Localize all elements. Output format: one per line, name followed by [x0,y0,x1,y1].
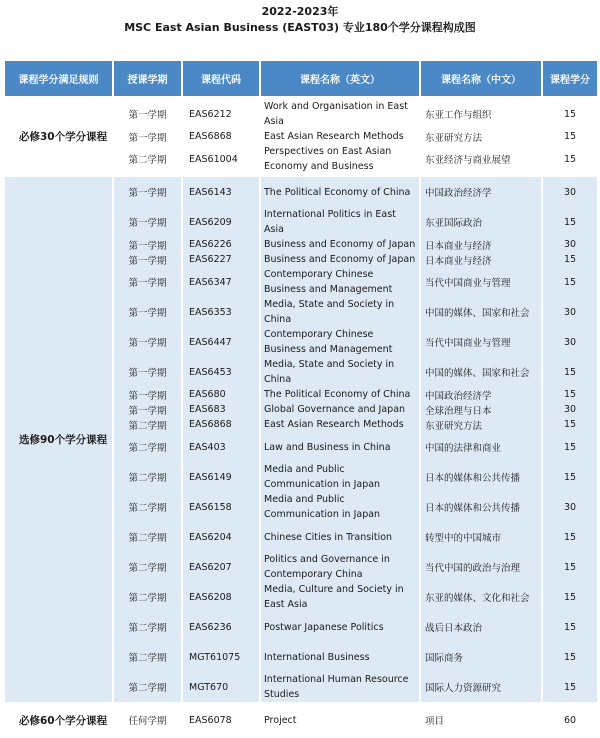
code-cell: EAS6149 [183,462,259,492]
code-cell: EAS6158 [183,492,259,522]
code-cell: EAS683 [183,402,259,417]
course-table [3,61,599,738]
credits-cell: 15 [543,144,597,174]
credits-cell: 15 [543,252,597,267]
semester-cell: 第一学期 [114,177,181,207]
rule-label: 必修60个学分课程 [5,702,112,738]
code-cell: EAS6226 [183,237,259,252]
code-cell: EAS6143 [183,177,259,207]
name-cn-cell: 东亚国际政治 [421,207,541,237]
credits-cell: 15 [543,207,597,237]
header-rule: 课程学分满足规则 [5,61,112,96]
name-cn-cell: 东亚研究方法 [421,129,541,144]
name-en-cell: Business and Economy of Japan [261,237,419,252]
code-cell: EAS6453 [183,357,259,387]
name-en-cell: Law and Business in China [261,432,419,462]
name-en-cell: Contemporary Chinese Business and Management [261,327,419,357]
name-cn-cell: 东亚经济与商业展望 [421,144,541,174]
name-en-cell: Media and Public Communication in Japan [261,462,419,492]
code-cell: EAS680 [183,387,259,402]
semester-cell: 第二学期 [114,492,181,522]
semester-cell: 第一学期 [114,387,181,402]
header-name-en: 课程名称（英文） [261,61,419,96]
name-en-cell: Perspectives on East Asian Economy and Business [261,144,419,174]
name-cn-cell: 当代中国商业与管理 [421,267,541,297]
code-cell: EAS6353 [183,297,259,327]
code-cell: EAS6208 [183,582,259,612]
name-cn-cell: 全球治理与日本 [421,402,541,417]
credits-cell: 15 [543,129,597,144]
name-cn-cell: 中国的媒体、国家和社会 [421,297,541,327]
name-cn-cell: 当代中国商业与管理 [421,327,541,357]
name-en-cell: Project [261,702,419,738]
name-en-cell: The Political Economy of China [261,387,419,402]
name-cn-cell: 中国的法律和商业 [421,432,541,462]
header-semester: 授课学期 [114,61,181,96]
semester-cell: 第二学期 [114,144,181,174]
name-en-cell: Media, State and Society in China [261,357,419,387]
credits-cell: 15 [543,522,597,552]
name-cn-cell: 中国政治经济学 [421,177,541,207]
semester-cell: 第一学期 [114,327,181,357]
code-cell: EAS6212 [183,99,259,129]
code-cell: MGT670 [183,672,259,702]
credits-cell: 60 [543,702,597,738]
header-credits: 课程学分 [543,61,597,96]
semester-cell: 第一学期 [114,129,181,144]
table-row [5,177,597,207]
code-cell: EAS6347 [183,267,259,297]
semester-cell: 第一学期 [114,357,181,387]
name-en-cell: Politics and Governance in Contemporary China [261,552,419,582]
title-year: 2022-2023年 [261,5,339,18]
semester-cell: 第一学期 [114,252,181,267]
credits-cell: 15 [543,672,597,702]
semester-cell: 第二学期 [114,522,181,552]
rule-label: 必修30个学分课程 [5,99,112,174]
semester-cell: 第一学期 [114,267,181,297]
semester-cell: 第二学期 [114,417,181,432]
credits-cell: 15 [543,582,597,612]
header-name-cn: 课程名称（中文） [421,61,541,96]
name-cn-cell: 国际商务 [421,642,541,672]
name-en-cell: East Asian Research Methods [261,417,419,432]
semester-cell: 第一学期 [114,402,181,417]
name-en-cell: Work and Organisation in East Asia [261,99,419,129]
credits-cell: 30 [543,327,597,357]
code-cell: EAS61004 [183,144,259,174]
name-cn-cell: 日本的媒体和公共传播 [421,492,541,522]
credits-cell: 15 [543,432,597,462]
rule-label: 选修90个学分课程 [5,177,112,702]
credits-cell: 15 [543,642,597,672]
name-cn-cell: 中国政治经济学 [421,387,541,402]
code-cell: EAS6209 [183,207,259,237]
code-cell: EAS6207 [183,552,259,582]
semester-cell: 第二学期 [114,642,181,672]
code-cell: EAS6236 [183,612,259,642]
name-en-cell: Postwar Japanese Politics [261,612,419,642]
table-row [5,99,597,129]
name-cn-cell: 日本的媒体和公共传播 [421,462,541,492]
name-cn-cell: 国际人力资源研究 [421,672,541,702]
semester-cell: 任何学期 [114,702,181,738]
title-program: MSC East Asian Business (EAST03) 专业180个学分课程构成图 [124,21,476,34]
semester-cell: 第二学期 [114,582,181,612]
code-cell: EAS6204 [183,522,259,552]
credits-cell: 30 [543,177,597,207]
credits-cell: 15 [543,552,597,582]
code-cell: EAS6868 [183,129,259,144]
code-cell: EAS403 [183,432,259,462]
semester-cell: 第二学期 [114,612,181,642]
semester-cell: 第二学期 [114,552,181,582]
name-cn-cell: 东亚工作与组织 [421,99,541,129]
credits-cell: 30 [543,492,597,522]
title-block [0,0,600,36]
name-cn-cell: 项目 [421,702,541,738]
name-en-cell: Contemporary Chinese Business and Management [261,267,419,297]
credits-cell: 15 [543,417,597,432]
credits-cell: 15 [543,267,597,297]
name-en-cell: Global Governance and Japan [261,402,419,417]
semester-cell: 第二学期 [114,462,181,492]
name-en-cell: Media, State and Society in China [261,297,419,327]
code-cell: EAS6078 [183,702,259,738]
credits-cell: 15 [543,357,597,387]
name-cn-cell: 日本商业与经济 [421,252,541,267]
credits-cell: 15 [543,99,597,129]
name-en-cell: International Business [261,642,419,672]
semester-cell: 第二学期 [114,432,181,462]
name-cn-cell: 战后日本政治 [421,612,541,642]
name-cn-cell: 中国的媒体、国家和社会 [421,357,541,387]
name-cn-cell: 东亚研究方法 [421,417,541,432]
name-en-cell: International Politics in East Asia [261,207,419,237]
name-en-cell: East Asian Research Methods [261,129,419,144]
header-code: 课程代码 [183,61,259,96]
name-en-cell: Media and Public Communication in Japan [261,492,419,522]
table-row [5,702,597,738]
semester-cell: 第二学期 [114,672,181,702]
semester-cell: 第一学期 [114,207,181,237]
code-cell: EAS6447 [183,327,259,357]
name-cn-cell: 转型中的中国城市 [421,522,541,552]
credits-cell: 30 [543,402,597,417]
credits-cell: 15 [543,387,597,402]
code-cell: MGT61075 [183,642,259,672]
name-cn-cell: 东亚的媒体、文化和社会 [421,582,541,612]
table-header-row [5,61,597,96]
group-compulsory-30 [5,96,597,177]
code-cell: EAS6227 [183,252,259,267]
name-en-cell: Media, Culture and Society in East Asia [261,582,419,612]
name-cn-cell: 日本商业与经济 [421,237,541,252]
name-en-cell: Business and Economy of Japan [261,252,419,267]
credits-cell: 15 [543,462,597,492]
semester-cell: 第一学期 [114,237,181,252]
credits-cell: 15 [543,612,597,642]
name-cn-cell: 当代中国的政治与治理 [421,552,541,582]
code-cell: EAS6868 [183,417,259,432]
group-compulsory-60 [5,702,597,738]
semester-cell: 第一学期 [114,297,181,327]
name-en-cell: Chinese Cities in Transition [261,522,419,552]
semester-cell: 第一学期 [114,99,181,129]
group-elective-90 [5,177,597,702]
credits-cell: 30 [543,297,597,327]
name-en-cell: The Political Economy of China [261,177,419,207]
credits-cell: 30 [543,237,597,252]
name-en-cell: International Human Resource Studies [261,672,419,702]
